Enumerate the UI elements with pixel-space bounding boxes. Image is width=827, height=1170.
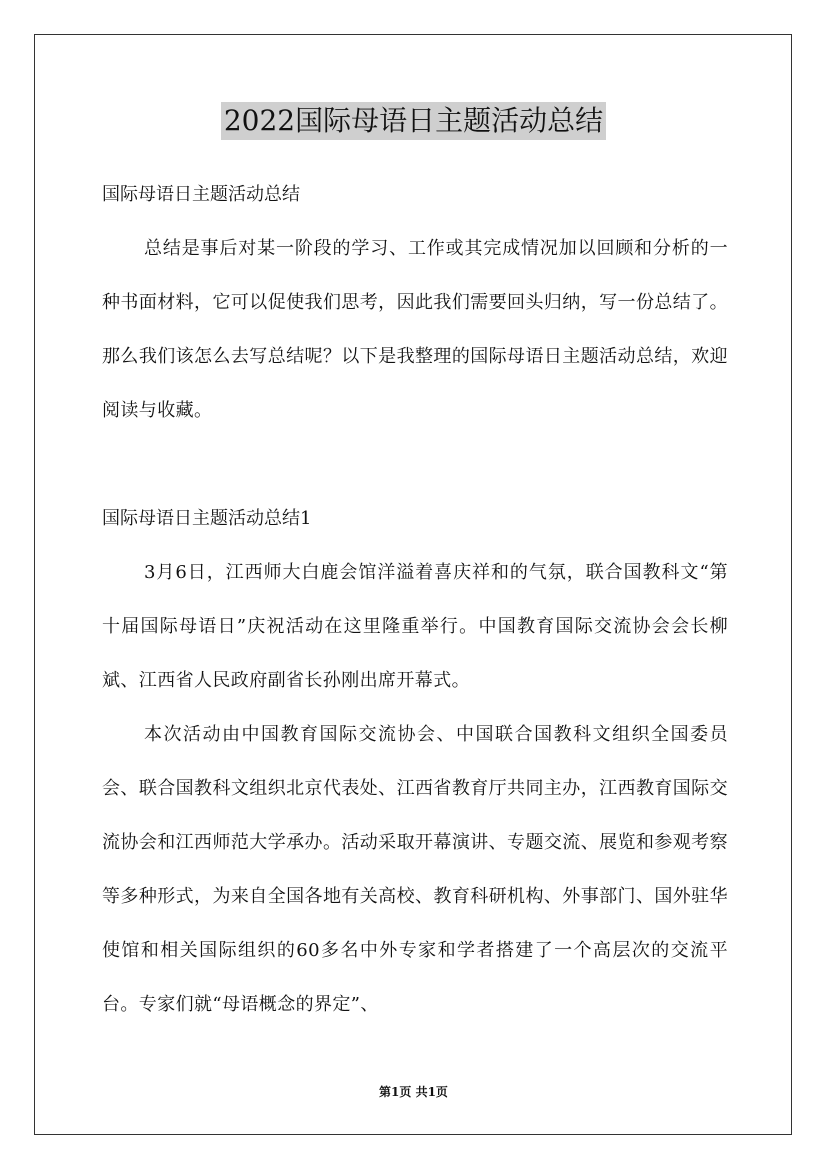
section1-paragraph-1: 3月6日，江西师大白鹿会馆洋溢着喜庆祥和的气氛，联合国教科文“第十届国际母语日”庆祝活动在这里隆重举行。中国教育国际交流协会会长柳斌、江西省人民政府副省长孙刚出席开幕式。 [102,562,728,691]
page-footer [0,1084,827,1100]
document-title: 2022国际母语日主题活动总结 [221,102,606,140]
section1-heading: 国际母语日主题活动总结1 [102,508,312,529]
intro-heading: 国际母语日主题活动总结 [102,184,300,205]
document-body [102,168,728,1032]
title-container [0,102,827,140]
section-spacer [102,438,728,492]
intro-paragraph: 总结是事后对某一阶段的学习、工作或其完成情况加以回顾和分析的一种书面材料，它可以促使我们思考，因此我们需要回头归纳，写一份总结了。那么我们该怎么去写总结呢？以下是我整理的国际母语日主题活动总结，欢迎阅读与收藏。 [102,238,728,421]
page-number-label: 第1页 共1页 [379,1085,448,1099]
section1-paragraph-2: 本次活动由中国教育国际交流协会、中国联合国教科文组织全国委员会、联合国教科文组织北京代表处、江西省教育厅共同主办，江西教育国际交流协会和江西师范大学承办。活动采取开幕演讲、专题交流、展览和参观考察等多种形式，为来自全国各地有关高校、教育科研机构、外事部门、国外驻华使馆和相关国际组织的60多名中外专家和学者搭建了一个高层次的交流平台。专家们就“母语概念的界定”、 [102,724,728,1015]
